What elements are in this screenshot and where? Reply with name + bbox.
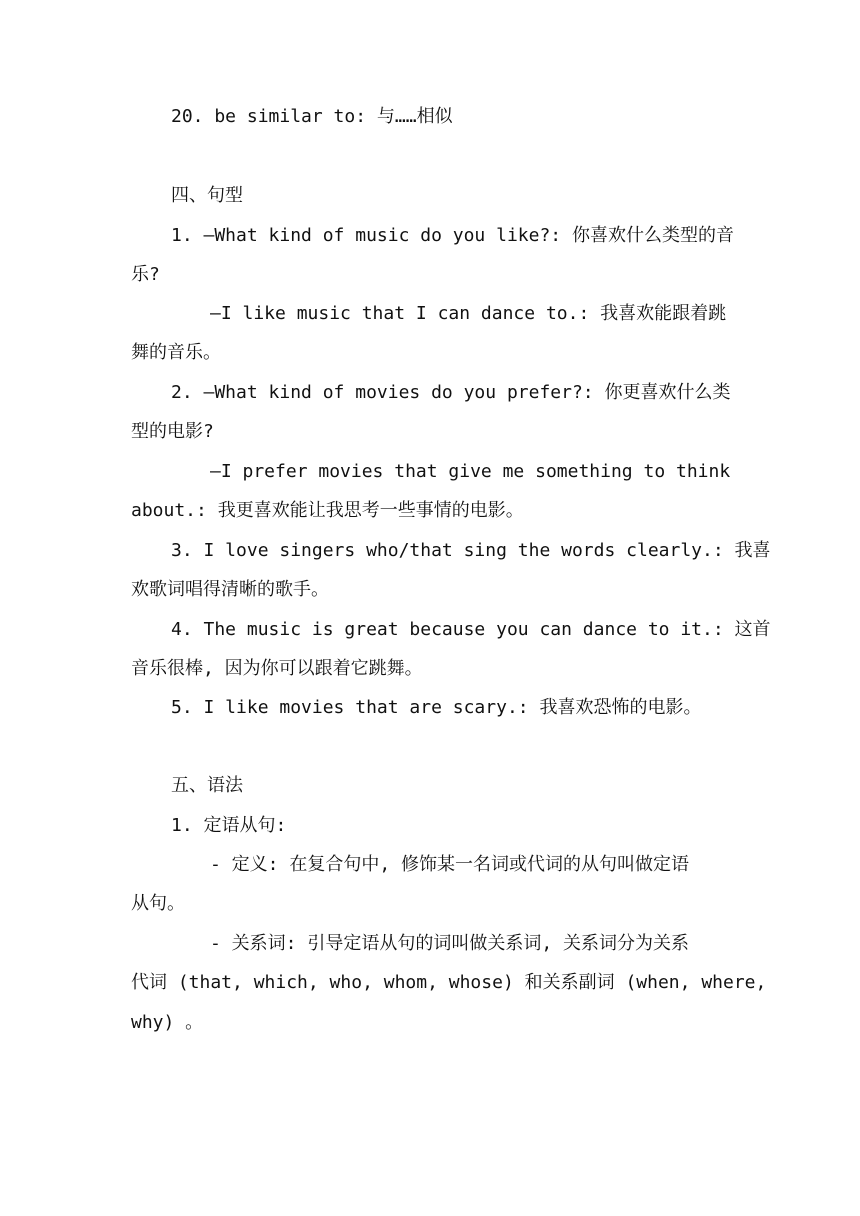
- pattern-2-answer-cont: about.: 我更喜欢能让我思考一些事情的电影。: [131, 500, 524, 521]
- pattern-4: 4. The music is great because you can dance to it.: 这首: [171, 619, 771, 640]
- grammar-1-relative-words-cont2: why) 。: [131, 1012, 204, 1033]
- pattern-2-question: 2. —What kind of movies do you prefer?: 你更喜欢什么类: [171, 382, 731, 403]
- pattern-1-question-cont: 乐?: [131, 264, 160, 285]
- pattern-5: 5. I like movies that are scary.: 我喜欢恐怖的电影。: [171, 697, 702, 718]
- grammar-1-title: 1. 定语从句:: [171, 815, 287, 836]
- pattern-3-cont: 欢歌词唱得清晰的歌手。: [131, 579, 329, 600]
- pattern-1-question: 1. —What kind of music do you like?: 你喜欢什么类型的音: [171, 225, 734, 246]
- grammar-1-relative-words: - 关系词: 引导定语从句的词叫做关系词, 关系词分为关系: [210, 933, 690, 954]
- pattern-4-cont: 音乐很棒, 因为你可以跟着它跳舞。: [131, 658, 423, 679]
- grammar-1-definition-cont: 从句。: [131, 893, 185, 914]
- pattern-3: 3. I love singers who/that sing the words clearly.: 我喜: [171, 540, 771, 561]
- section-heading-sentence-patterns: 四、句型: [171, 185, 243, 206]
- grammar-1-relative-words-cont: 代词 (that, which, who, whom, whose) 和关系副词 (when, where,: [131, 972, 767, 993]
- vocab-item-20: 20. be similar to: 与……相似: [171, 106, 453, 127]
- grammar-1-definition: - 定义: 在复合句中, 修饰某一名词或代词的从句叫做定语: [210, 854, 690, 875]
- pattern-2-question-cont: 型的电影?: [131, 421, 214, 442]
- section-heading-grammar: 五、语法: [171, 775, 243, 796]
- pattern-1-answer-cont: 舞的音乐。: [131, 342, 221, 363]
- pattern-2-answer: —I prefer movies that give me something to think: [210, 461, 731, 482]
- pattern-1-answer: —I like music that I can dance to.: 我喜欢能跟着跳: [210, 303, 727, 324]
